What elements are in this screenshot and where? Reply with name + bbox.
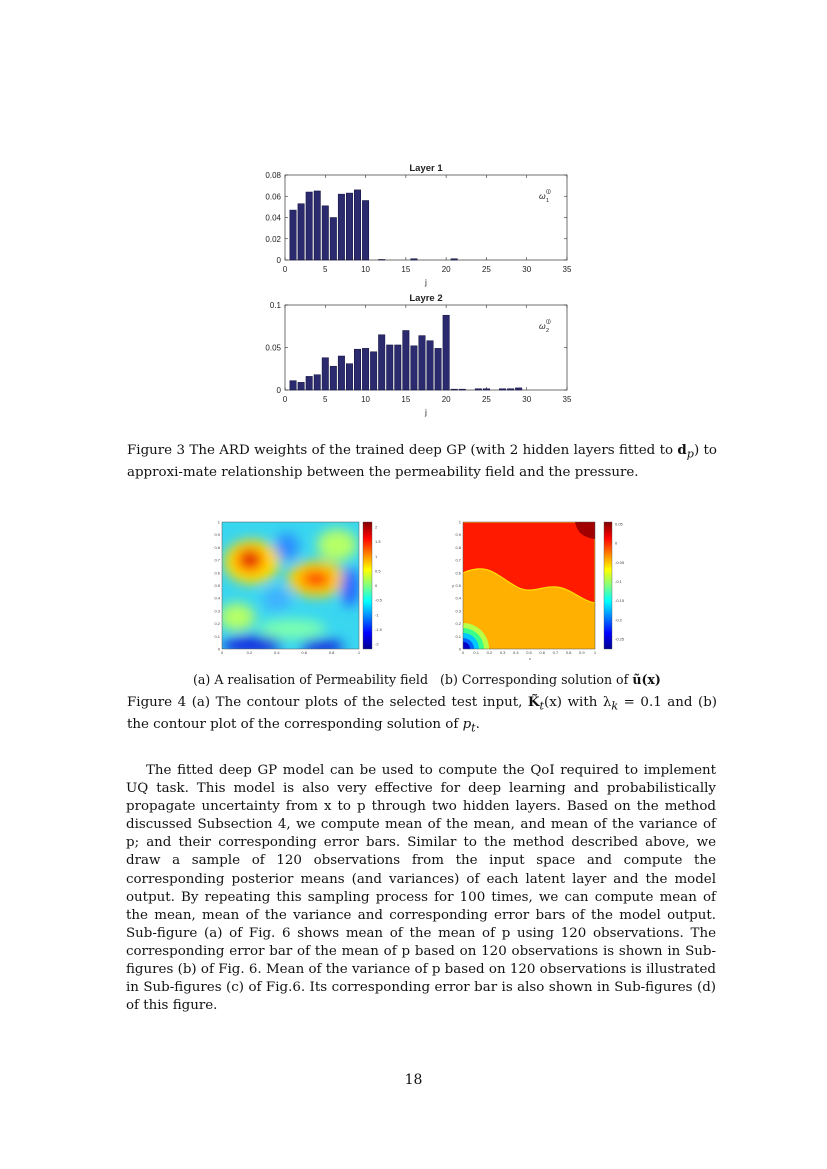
legend-subscript: 1: [546, 198, 550, 204]
permeability-colorbar: [363, 522, 372, 649]
solution-contour-plot: [447, 517, 627, 666]
figure-4b-caption-prefix: (b) Corresponding solution of: [440, 672, 633, 687]
y-tick-label: 0: [276, 386, 281, 395]
bar-j-8: [346, 193, 352, 260]
bar-j-9: [354, 349, 360, 390]
solution-x-tick-label: 0.6: [539, 650, 545, 655]
x-tick-label: 0: [282, 265, 288, 274]
solution-y-tick-label: 0.8: [455, 544, 461, 550]
ard-chart-layer-2: [255, 288, 585, 428]
solution-y-tick-label: 0.7: [455, 557, 461, 563]
solution-y-tick-label: 0.4: [455, 595, 461, 601]
solution-y-label: y: [452, 583, 454, 588]
y-tick-label: 0.05: [265, 343, 281, 353]
bar-j-1: [290, 381, 296, 390]
solution-x-ticks: [462, 650, 597, 655]
permeability-y-ticks: [214, 520, 220, 652]
bar-j-24: [475, 389, 481, 390]
bar-j-21: [451, 389, 457, 390]
bar-j-5: [322, 206, 328, 260]
bar-j-3: [306, 376, 312, 390]
solution-colorbar-tick-label: -0.15: [615, 598, 625, 604]
solution-y-tick-label: 0.3: [455, 608, 461, 614]
permeability-x-ticks: [221, 650, 361, 655]
bar-j-3: [306, 192, 312, 260]
bar-j-20: [443, 315, 449, 390]
ard-chart-layer-2-svg: [255, 288, 585, 428]
permeability-colorbar-tick-label: 1: [375, 553, 378, 559]
figure-3-bold-symbol: d: [677, 442, 687, 458]
bar-j-7: [338, 356, 344, 390]
solution-y-tick-label: 0: [458, 646, 461, 652]
solution-contour-map: [447, 519, 595, 662]
permeability-x-tick-label: 0: [220, 650, 224, 655]
permeability-y-tick-label: 0.8: [214, 544, 220, 550]
bar-j-7: [338, 194, 344, 260]
solution-x-tick-label: 1: [593, 650, 597, 655]
figure-3-text-1: The ARD weights of the trained deep GP (with 2 hidden layers fitted to: [185, 443, 678, 458]
permeability-colorbar-tick-label: -1: [375, 612, 379, 618]
solution-y-tick-label: 0.9: [455, 532, 461, 538]
solution-x-tick-label: 0.5: [526, 650, 532, 655]
permeability-x-tick-label: 0.8: [328, 650, 335, 655]
solution-y-tick-label: 0.5: [455, 583, 461, 588]
x-tick-label: 25: [481, 265, 491, 274]
bar-j-6: [330, 366, 336, 390]
figure-3-caption: [127, 441, 717, 482]
figure-3-subscript: p: [686, 447, 694, 461]
figure-4a-caption: (a) A realisation of Permeability field: [193, 672, 429, 687]
bar-j-2: [298, 382, 304, 390]
bar-j-19: [435, 348, 441, 390]
permeability-y-tick-label: 1: [217, 519, 220, 525]
body-paragraph-container: [126, 762, 716, 1015]
solution-colorbar-tick-label: -0.25: [615, 636, 625, 642]
permeability-colorbar-tick-label: 1.5: [375, 539, 381, 545]
x-tick-label: 35: [562, 265, 572, 274]
permeability-y-tick-label: 0.4: [214, 595, 220, 601]
ard-chart-layer-1: [255, 158, 585, 298]
figure-4-caption: [127, 693, 717, 737]
solution-x-tick-label: 0: [461, 650, 465, 655]
figure-4-math-3-sub: t: [471, 721, 476, 735]
permeability-y-tick-label: 0.2: [214, 621, 220, 627]
permeability-y-tick-label: 0.3: [214, 608, 220, 614]
bar-j-2: [298, 204, 304, 260]
bar-j-13: [387, 345, 393, 390]
x-tick-label: 20: [441, 265, 451, 274]
page-number: 18: [404, 1072, 423, 1088]
solution-y-tick-label: 0.2: [455, 621, 461, 627]
figure-3-label: Figure 3: [127, 443, 185, 458]
x-tick-label: 15: [401, 395, 411, 404]
bar-j-17: [419, 336, 425, 390]
y-tick-label: 0.02: [265, 234, 281, 244]
bar-j-27: [499, 389, 505, 390]
permeability-y-tick-label: 0.7: [214, 557, 220, 563]
bar-j-10: [362, 201, 368, 261]
y-tick-label: 0.04: [265, 213, 281, 223]
solution-x-tick-label: 0.7: [552, 650, 559, 655]
permeability-x-tick-label: 0.2: [246, 650, 253, 655]
permeability-field-svg: [212, 517, 392, 657]
solution-y-tick-label: 1: [458, 519, 461, 525]
bar-j-29: [515, 388, 521, 390]
permeability-x-tick-label: 0.4: [274, 650, 280, 655]
bar-j-18: [427, 341, 433, 390]
solution-colorbar-tick-label: 0.05: [615, 521, 623, 527]
x-tick-label: 10: [361, 265, 371, 274]
figure-4-text-4: .: [475, 716, 480, 732]
figure-4-text-3: = 0.1 and (b) the contour plot of the corresponding solution of: [127, 695, 717, 732]
bar-j-28: [507, 389, 513, 390]
x-axis-label: j: [425, 277, 427, 287]
bar-j-14: [395, 345, 401, 390]
solution-x-tick-label: 0.2: [486, 650, 493, 655]
x-tick-label: 10: [361, 395, 371, 404]
legend-superscript: (j): [546, 189, 551, 195]
bar-j-12: [378, 335, 384, 390]
figure-4-label: Figure 4: [127, 695, 187, 710]
permeability-y-tick-label: 0.6: [214, 570, 220, 576]
bar-j-21: [451, 259, 457, 260]
x-tick-label: 25: [481, 395, 491, 404]
solution-x-tick-label: 0.3: [499, 650, 506, 655]
bar-j-25: [483, 389, 489, 390]
bar-j-5: [322, 358, 328, 390]
figure-4-math-3: p: [462, 716, 472, 732]
bar-j-12: [378, 259, 384, 260]
bar-j-6: [330, 218, 336, 261]
legend-label: ω: [539, 191, 546, 201]
chart-title: Layre 2: [409, 293, 443, 304]
x-tick-label: 5: [323, 395, 328, 404]
permeability-colorbar-ticks: [375, 525, 383, 647]
x-tick-label: 0: [282, 395, 288, 404]
bar-j-11: [370, 352, 376, 390]
y-tick-label: 0.06: [265, 192, 281, 202]
solution-y-tick-label: 0.1: [455, 633, 461, 639]
legend-subscript: 2: [546, 328, 550, 334]
permeability-x-tick-label: 0.6: [301, 650, 307, 655]
solution-x-label: x: [529, 656, 531, 661]
bar-j-8: [346, 364, 352, 390]
legend-label: ω: [539, 321, 546, 331]
bar-j-4: [314, 191, 320, 260]
solution-y-tick-label: 0.6: [455, 570, 461, 576]
solution-x-tick-label: 0.4: [513, 650, 519, 655]
y-tick-label: 0.1: [269, 301, 281, 310]
permeability-y-tick-label: 0.9: [214, 532, 220, 538]
solution-x-tick-label: 0.1: [473, 650, 479, 655]
x-tick-label: 35: [562, 395, 572, 404]
bar-j-4: [314, 375, 320, 390]
permeability-colorbar-tick-label: -0.5: [375, 597, 382, 603]
permeability-colorbar-tick-label: -2: [375, 641, 379, 647]
permeability-field-plot: [212, 517, 392, 661]
figure-4b-caption: [440, 672, 661, 687]
body-paragraph: The fitted deep GP model can be used to compute the QoI required to implement UQ task. This model is also very effective for deep learning and probabilistically propagate uncertainty from x to p through two hidden layers. Based on the method discussed Subsection 4, we compute mean of the mean, and mean of the variance of p; and their corresponding error bars. Similar to the method described above, we draw a sample of 120 observations from the input space and compute the corresponding posterior means (and variances) of each latent layer and the model output. By repeating this sampling process for 100 times, we can compute mean of the mean, mean of the variance and corresponding error bars of the model output. Sub-figure (a) of Fig. 6 shows mean of the mean of p using 120 observations. The corresponding error bar of the mean of p based on 120 observations is shown in Sub-figures (b) of Fig. 6. Mean of the variance of p based on 120 observations is illustrated in Sub-figures (c) of Fig.6. Its corresponding error bar is also shown in Sub-figures (d) of this figure.: [126, 763, 716, 1014]
solution-colorbar: [604, 522, 612, 649]
figure-4-math-1-sub: t: [539, 699, 545, 713]
permeability-colorbar-tick-label: 0: [375, 583, 378, 588]
solution-y-ticks: [455, 520, 461, 652]
x-tick-label: 30: [522, 265, 532, 274]
permeability-colorbar-tick-label: 0.5: [375, 568, 381, 574]
bar-j-22: [459, 389, 465, 390]
figure-4-text-1: (a) The contour plots of the selected test input,: [186, 695, 528, 710]
solution-x-tick-label: 0.8: [565, 650, 572, 655]
solution-colorbar-ticks: [615, 522, 625, 642]
ard-chart-layer-1-svg: [255, 158, 585, 298]
bar-j-16: [411, 259, 417, 260]
permeability-colorbar-tick-label: 2: [375, 524, 378, 530]
figure-3-text-2: ) to approxi-mate relationship between the permeability field and the pressure.: [127, 443, 717, 480]
x-tick-label: 20: [441, 395, 451, 404]
chart-title: Layer 1: [409, 163, 443, 174]
bar-j-16: [411, 346, 417, 390]
permeability-colorbar-tick-label: -1.5: [375, 626, 382, 632]
solution-contour-svg: [447, 517, 627, 662]
legend-superscript: (j): [546, 319, 551, 325]
solution-colorbar-tick-label: -0.2: [615, 617, 622, 623]
bar-j-10: [362, 348, 368, 390]
figure-4-math-1: K̃: [527, 694, 540, 710]
permeability-y-tick-label: 0.1: [214, 633, 220, 639]
solution-colorbar-tick-label: -0.05: [615, 559, 625, 565]
x-tick-label: 15: [401, 265, 411, 274]
permeability-y-tick-label: 0: [217, 646, 220, 652]
y-tick-label: 0.08: [265, 171, 281, 180]
bar-j-15: [403, 331, 409, 391]
x-axis-label: j: [425, 407, 427, 417]
y-tick-label: 0: [276, 256, 281, 265]
figure-4b-caption-symbol: ũ(x): [632, 672, 661, 687]
solution-x-tick-label: 0.9: [579, 650, 585, 655]
figure-4-text-2: (x) with λ: [544, 695, 612, 710]
permeability-y-tick-label: 0.5: [214, 583, 220, 588]
x-tick-label: 30: [522, 395, 532, 404]
solution-colorbar-tick-label: 0: [615, 540, 618, 546]
figure-4-math-2-sub: k: [611, 699, 619, 713]
bar-j-9: [354, 190, 360, 260]
x-tick-label: 5: [323, 265, 328, 274]
bar-j-1: [290, 210, 296, 260]
permeability-x-tick-label: 1: [357, 650, 361, 655]
solution-colorbar-tick-label: -0.1: [615, 579, 622, 584]
